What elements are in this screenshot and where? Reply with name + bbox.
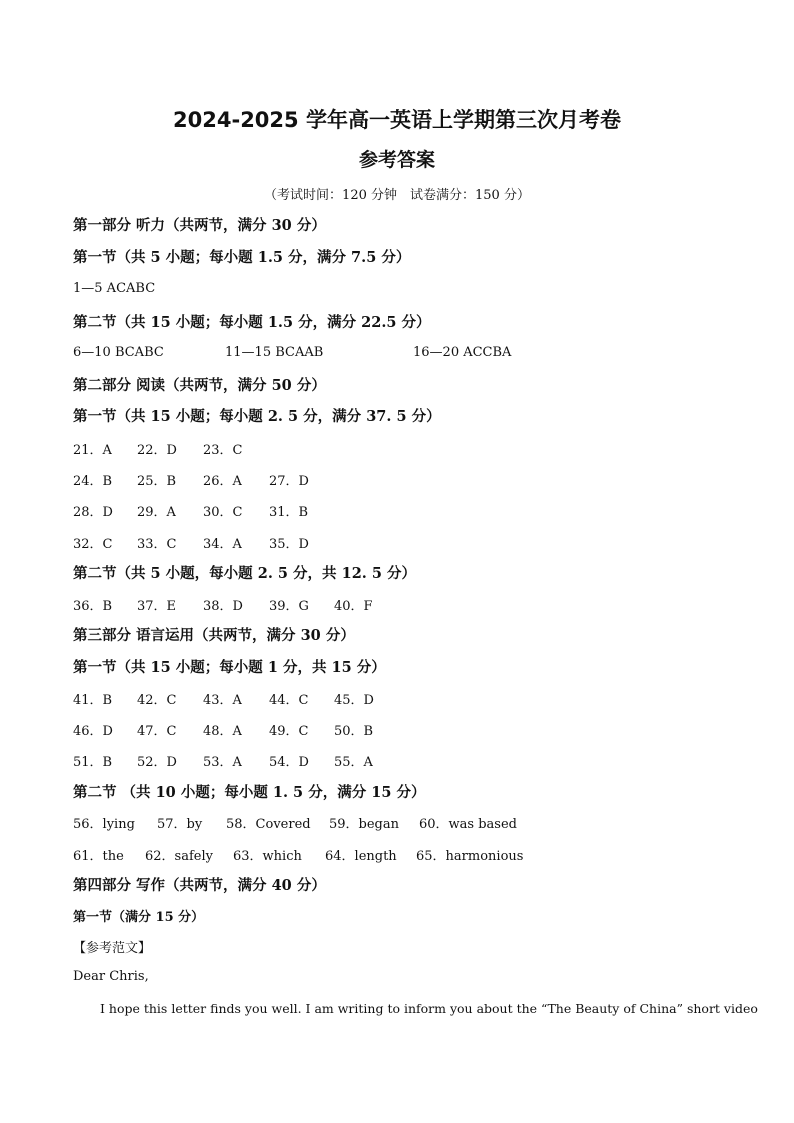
- answer-cell: 23．C: [203, 443, 243, 458]
- answer-cell: 54．D: [269, 755, 309, 770]
- part3-section2-heading: 第二节 （共 10 小题；每小题 1. 5 分，满分 15 分）: [73, 784, 426, 801]
- answer-cell: 24．B: [73, 474, 113, 489]
- answer-cell: 50．B: [334, 724, 374, 739]
- answer-cell: 55．A: [334, 755, 373, 770]
- answer-cell: 59．began: [329, 817, 400, 832]
- answer-cell: 51．B: [73, 755, 113, 770]
- page-subtitle: 参考答案: [358, 149, 435, 171]
- part3-heading: 第三部分 语言运用（共两节，满分 30 分）: [73, 627, 355, 644]
- answer-cell: 38．D: [203, 599, 243, 614]
- answer-cell: 25．B: [137, 474, 177, 489]
- part4-section1-heading: 第一节（满分 15 分）: [73, 910, 205, 925]
- page-title: 2024-2025 学年高一英语上学期第三次月考卷: [173, 108, 621, 132]
- answer-cell: 22．D: [137, 443, 177, 458]
- part2-section2-heading: 第二节（共 5 小题，每小题 2. 5 分，共 12. 5 分）: [73, 565, 417, 582]
- answer-cell: 37．E: [137, 599, 177, 614]
- answer-cell: 28．D: [73, 505, 113, 520]
- answer-cell: 6—10 BCABC: [73, 345, 164, 360]
- answer-cell: 21．A: [73, 443, 112, 458]
- answer-cell: 40．F: [334, 599, 373, 614]
- answer-cell: 62．safely: [145, 849, 213, 864]
- answer-cell: 33．C: [137, 537, 177, 552]
- answer-cell: 35．D: [269, 537, 309, 552]
- answer-cell: 42．C: [137, 693, 177, 708]
- answer-cell: 49．C: [269, 724, 309, 739]
- answer-cell: 47．C: [137, 724, 177, 739]
- answer-cell: 65．harmonious: [416, 849, 524, 864]
- answer-cell: 41．B: [73, 693, 113, 708]
- answer-cell: 34．A: [203, 537, 242, 552]
- exam-info: （考试时间：120 分钟 试卷满分：150 分）: [264, 188, 530, 203]
- answer-cell: 43．A: [203, 693, 242, 708]
- answer-cell: 57．by: [157, 817, 203, 832]
- part4-heading: 第四部分 写作（共两节，满分 40 分）: [73, 877, 326, 894]
- part2-section1-heading: 第一节（共 15 小题；每小题 2. 5 分，满分 37. 5 分）: [73, 408, 441, 425]
- answer-cell: 29．A: [137, 505, 176, 520]
- answer-cell: 30．C: [203, 505, 243, 520]
- answer-cell: 56．lying: [73, 817, 135, 832]
- answer-cell: 11—15 BCAAB: [225, 345, 324, 360]
- answer-cell: 31．B: [269, 505, 309, 520]
- answer-cell: 16—20 ACCBA: [413, 345, 512, 360]
- answer-cell: 1—5 ACABC: [73, 281, 156, 296]
- answer-cell: 27．D: [269, 474, 309, 489]
- answer-cell: 58．Covered: [226, 817, 311, 832]
- answer-cell: 60．was based: [419, 817, 517, 832]
- letter-body-line: I hope this letter finds you well. I am writing to inform you about the “The Beauty of China” short video: [100, 1001, 758, 1016]
- answer-cell: 53．A: [203, 755, 242, 770]
- answer-cell: 48．A: [203, 724, 242, 739]
- letter-greeting: Dear Chris,: [73, 969, 149, 984]
- part2-heading: 第二部分 阅读（共两节，满分 50 分）: [73, 377, 326, 394]
- answer-cell: 64．length: [325, 849, 397, 864]
- part1-section2-heading: 第二节（共 15 小题；每小题 1.5 分，满分 22.5 分）: [73, 314, 431, 331]
- answer-cell: 46．D: [73, 724, 113, 739]
- answer-cell: 36．B: [73, 599, 113, 614]
- answer-cell: 32．C: [73, 537, 113, 552]
- answer-cell: 63．which: [233, 849, 302, 864]
- answer-cell: 39．G: [269, 599, 309, 614]
- sample-essay-label: 【参考范文】: [73, 941, 152, 956]
- answer-cell: 44．C: [269, 693, 309, 708]
- answer-cell: 26．A: [203, 474, 242, 489]
- part1-heading: 第一部分 听力（共两节，满分 30 分）: [73, 217, 326, 234]
- answer-cell: 61．the: [73, 849, 124, 864]
- part1-section1-heading: 第一节（共 5 小题；每小题 1.5 分，满分 7.5 分）: [73, 249, 411, 266]
- answer-cell: 52．D: [137, 755, 177, 770]
- answer-cell: 45．D: [334, 693, 374, 708]
- part3-section1-heading: 第一节（共 15 小题；每小题 1 分，共 15 分）: [73, 659, 386, 676]
